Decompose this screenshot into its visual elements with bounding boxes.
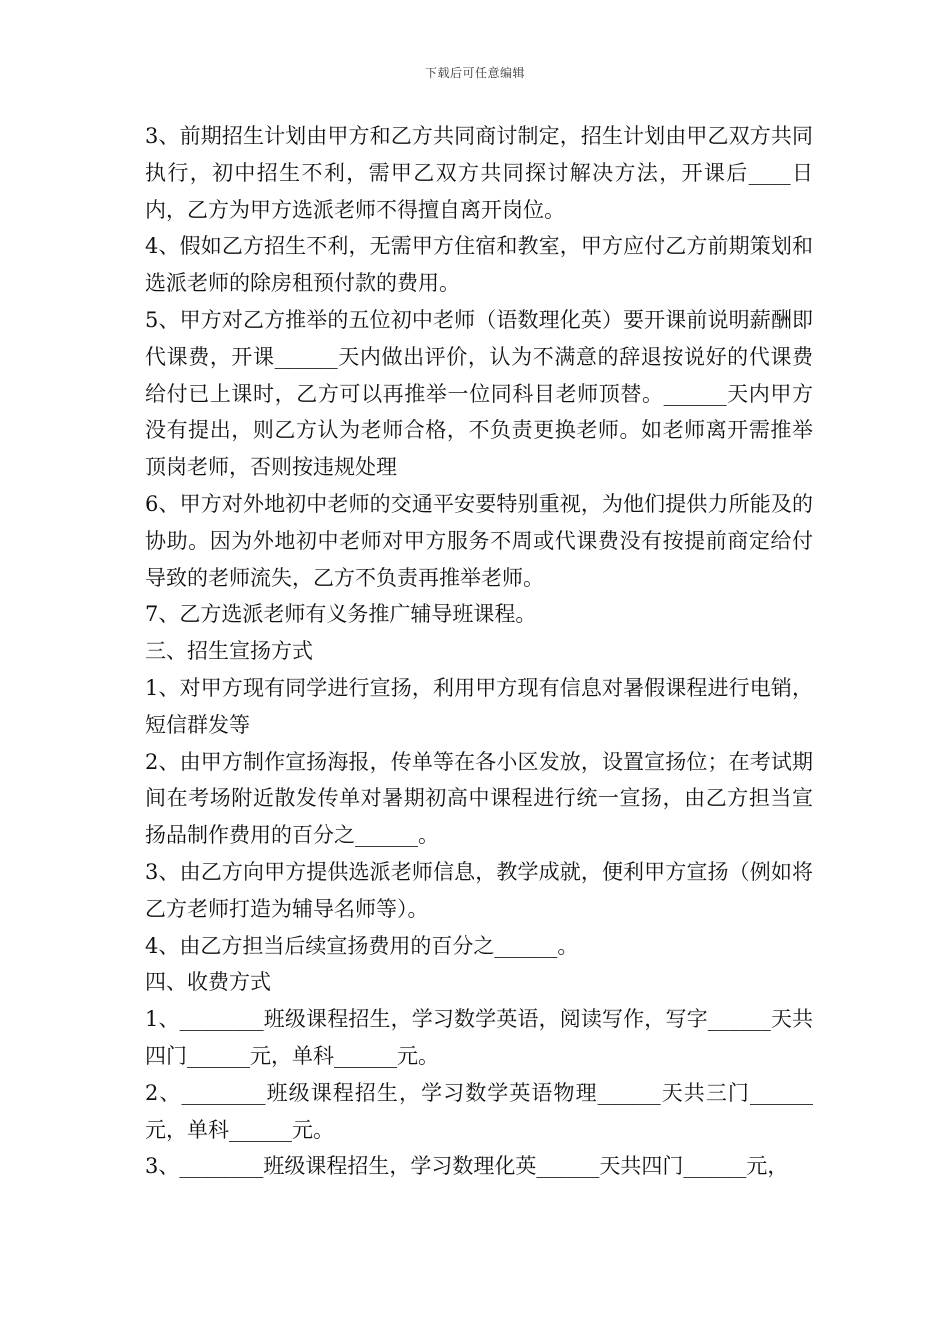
promotion-clause-2: 2、由甲方制作宣扬海报，传单等在各小区发放，设置宣扬位；在考试期间在考场附近散发传单对暑期初高中课程进行统一宣扬，由乙方担当宣扬品制作费用的百分之______。 [145,749,813,848]
fee-clause-1: 1、________班级课程招生，学习数学英语，阅读写作，写字______天共四门______元，单科______元。 [145,1007,813,1068]
clause-6-teacher-safety: 6、甲方对外地初中老师的交通平安要特别重视，为他们提供力所能及的协助。因为外地初中老师对甲方服务不周或代课费没有按提前商定给付导致的老师流失，乙方不负责再推举老师。 [145,491,813,590]
fee-clause-2: 2、________班级课程招生，学习数学英语物理______天共三门______元，单科______元。 [145,1080,813,1142]
page-header-note: 下载后可任意编辑 [424,66,525,80]
fee-clause-3: 3、________班级课程招生，学习数理化英______天共四门______元， [145,1154,789,1179]
section-heading-promotion: 三、招生宣扬方式 [145,639,313,664]
clause-4-poor-recruitment: 4、假如乙方招生不利，无需甲方住宿和教室，甲方应付乙方前期策划和选派老师的除房租预付款的费用。 [145,234,813,296]
promotion-clause-4: 4、由乙方担当后续宣扬费用的百分之______。 [145,933,579,958]
promotion-clause-3: 3、由乙方向甲方提供选派老师信息，教学成就，便利甲方宣扬（例如将乙方老师打造为辅导名师等）。 [145,859,813,921]
clause-3-recruitment-plan: 3、前期招生计划由甲方和乙方共同商讨制定，招生计划由甲乙双方共同执行，初中招生不利，需甲乙双方共同探讨解决方法，开课后____日内，乙方为甲方选派老师不得擅自离开岗位。 [145,124,813,222]
section-heading-fees: 四、收费方式 [145,970,271,995]
clause-5-teacher-evaluation: 5、甲方对乙方推举的五位初中老师（语数理化英）要开课前说明薪酬即代课费，开课______天内做出评价，认为不满意的辞退按说好的代课费给付已上课时，乙方可以再推举一位同科目老师顶替。______天内甲方没有提出，则乙方认为老师合格，不负责更换老师。如老师离开需推举顶岗老师，否则按违规处理 [145,307,813,480]
promotion-clause-1: 1、对甲方现有同学进行宣扬，利用甲方现有信息对暑假课程进行电销，短信群发等 [145,675,813,737]
document-body [145,118,813,1185]
clause-7-course-promotion: 7、乙方选派老师有义务推广辅导班课程。 [145,602,537,627]
